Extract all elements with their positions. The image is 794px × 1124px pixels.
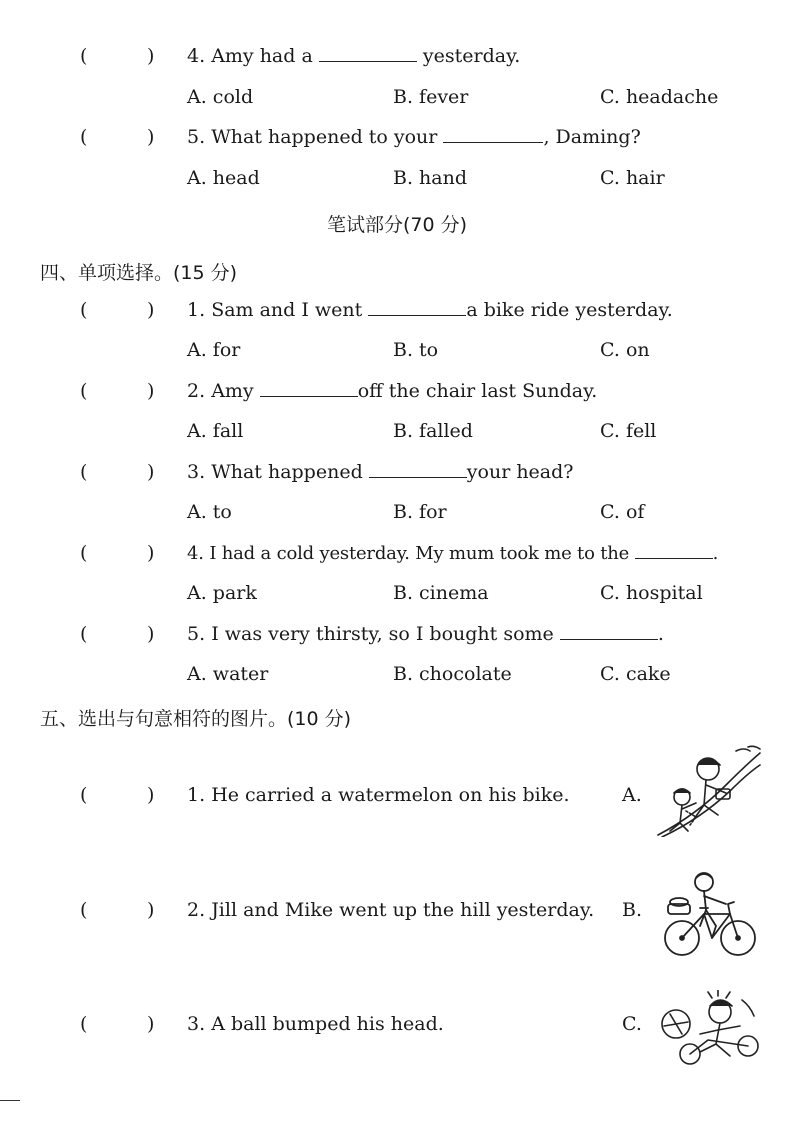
question-number: 1. — [187, 299, 206, 321]
question-text: 5. I was very thirsty, so I bought some . — [187, 623, 664, 645]
picture-letter: A. — [622, 784, 642, 806]
question-number: 4. — [187, 45, 206, 67]
option-a: A. to — [187, 501, 232, 523]
question-number: 1. — [187, 784, 206, 806]
answer-paren-close: ) — [147, 784, 155, 806]
picture-letter: B. — [622, 899, 643, 921]
question-text: 3. What happened your head? — [187, 461, 574, 483]
answer-paren-open: ( — [80, 380, 88, 402]
option-c: C. headache — [600, 86, 719, 108]
option-b: B. hand — [393, 167, 468, 189]
option-b: B. cinema — [393, 582, 489, 604]
answer-blank[interactable] — [443, 126, 543, 143]
answer-paren-close: ) — [147, 299, 155, 321]
option-b: B. for — [393, 501, 447, 523]
answer-paren-open: ( — [80, 299, 88, 321]
option-b: B. chocolate — [393, 663, 512, 685]
answer-blank[interactable] — [560, 623, 658, 640]
answer-paren-open: ( — [80, 899, 88, 921]
option-c: C. fell — [600, 420, 657, 442]
answer-blank[interactable] — [369, 461, 467, 478]
answer-blank[interactable] — [319, 45, 417, 62]
option-a: A. fall — [187, 420, 244, 442]
option-c: C. on — [600, 339, 650, 361]
option-a: A. head — [187, 167, 260, 189]
answer-paren-open: ( — [80, 784, 88, 806]
option-a: A. park — [187, 582, 257, 604]
option-b: B. fever — [393, 86, 469, 108]
boy-riding-bike-icon — [660, 870, 760, 958]
question-text: 4. Amy had a yesterday. — [187, 45, 521, 67]
option-c: C. hospital — [600, 582, 703, 604]
question-number: 2. — [187, 380, 206, 402]
answer-paren-close: ) — [147, 126, 155, 148]
ball-bumped-head-icon — [656, 990, 762, 1068]
option-c: C. cake — [600, 663, 671, 685]
answer-paren-close: ) — [147, 45, 155, 67]
option-a: A. for — [187, 339, 241, 361]
answer-paren-open: ( — [80, 126, 88, 148]
answer-paren-open: ( — [80, 623, 88, 645]
answer-paren-open: ( — [80, 45, 88, 67]
page-corner-line — [0, 1100, 20, 1101]
option-c: C. hair — [600, 167, 665, 189]
answer-paren-close: ) — [147, 380, 155, 402]
answer-paren-open: ( — [80, 1013, 88, 1035]
answer-paren-open: ( — [80, 461, 88, 483]
question-text: 2. Amy off the chair last Sunday. — [187, 380, 598, 402]
answer-blank[interactable] — [260, 380, 358, 397]
option-a: A. cold — [187, 86, 254, 108]
answer-paren-close: ) — [147, 542, 155, 564]
section-title: 五、选出与句意相符的图片。(10 分) — [40, 708, 352, 730]
question-number: 3. — [187, 1013, 206, 1035]
question-number: 5. — [187, 623, 206, 645]
answer-paren-close: ) — [147, 1013, 155, 1035]
question-text: 1. Sam and I went a bike ride yesterday. — [187, 299, 673, 321]
question-number: 2. — [187, 899, 206, 921]
answer-blank[interactable] — [368, 299, 466, 316]
answer-paren-open: ( — [80, 542, 88, 564]
section-title: 四、单项选择。(15 分) — [40, 262, 238, 284]
picture-letter: C. — [622, 1013, 642, 1035]
option-b: B. to — [393, 339, 439, 361]
question-text: 1. He carried a watermelon on his bike. — [187, 784, 570, 806]
question-number: 3. — [187, 461, 206, 483]
option-b: B. falled — [393, 420, 473, 442]
answer-paren-close: ) — [147, 899, 155, 921]
option-a: A. water — [187, 663, 269, 685]
question-text: 4. I had a cold yesterday. My mum took me to the . — [187, 543, 719, 564]
question-text: 5. What happened to your , Daming? — [187, 126, 641, 148]
question-number: 4. — [187, 543, 204, 564]
question-number: 5. — [187, 126, 206, 148]
part-title: 笔试部分(70 分) — [326, 214, 468, 236]
answer-paren-close: ) — [147, 623, 155, 645]
question-text: 2. Jill and Mike went up the hill yesterday. — [187, 899, 595, 921]
question-text: 3. A ball bumped his head. — [187, 1013, 444, 1035]
option-c: C. of — [600, 501, 645, 523]
answer-blank[interactable] — [635, 542, 713, 559]
answer-paren-close: ) — [147, 461, 155, 483]
children-climbing-hill-icon — [656, 745, 762, 837]
